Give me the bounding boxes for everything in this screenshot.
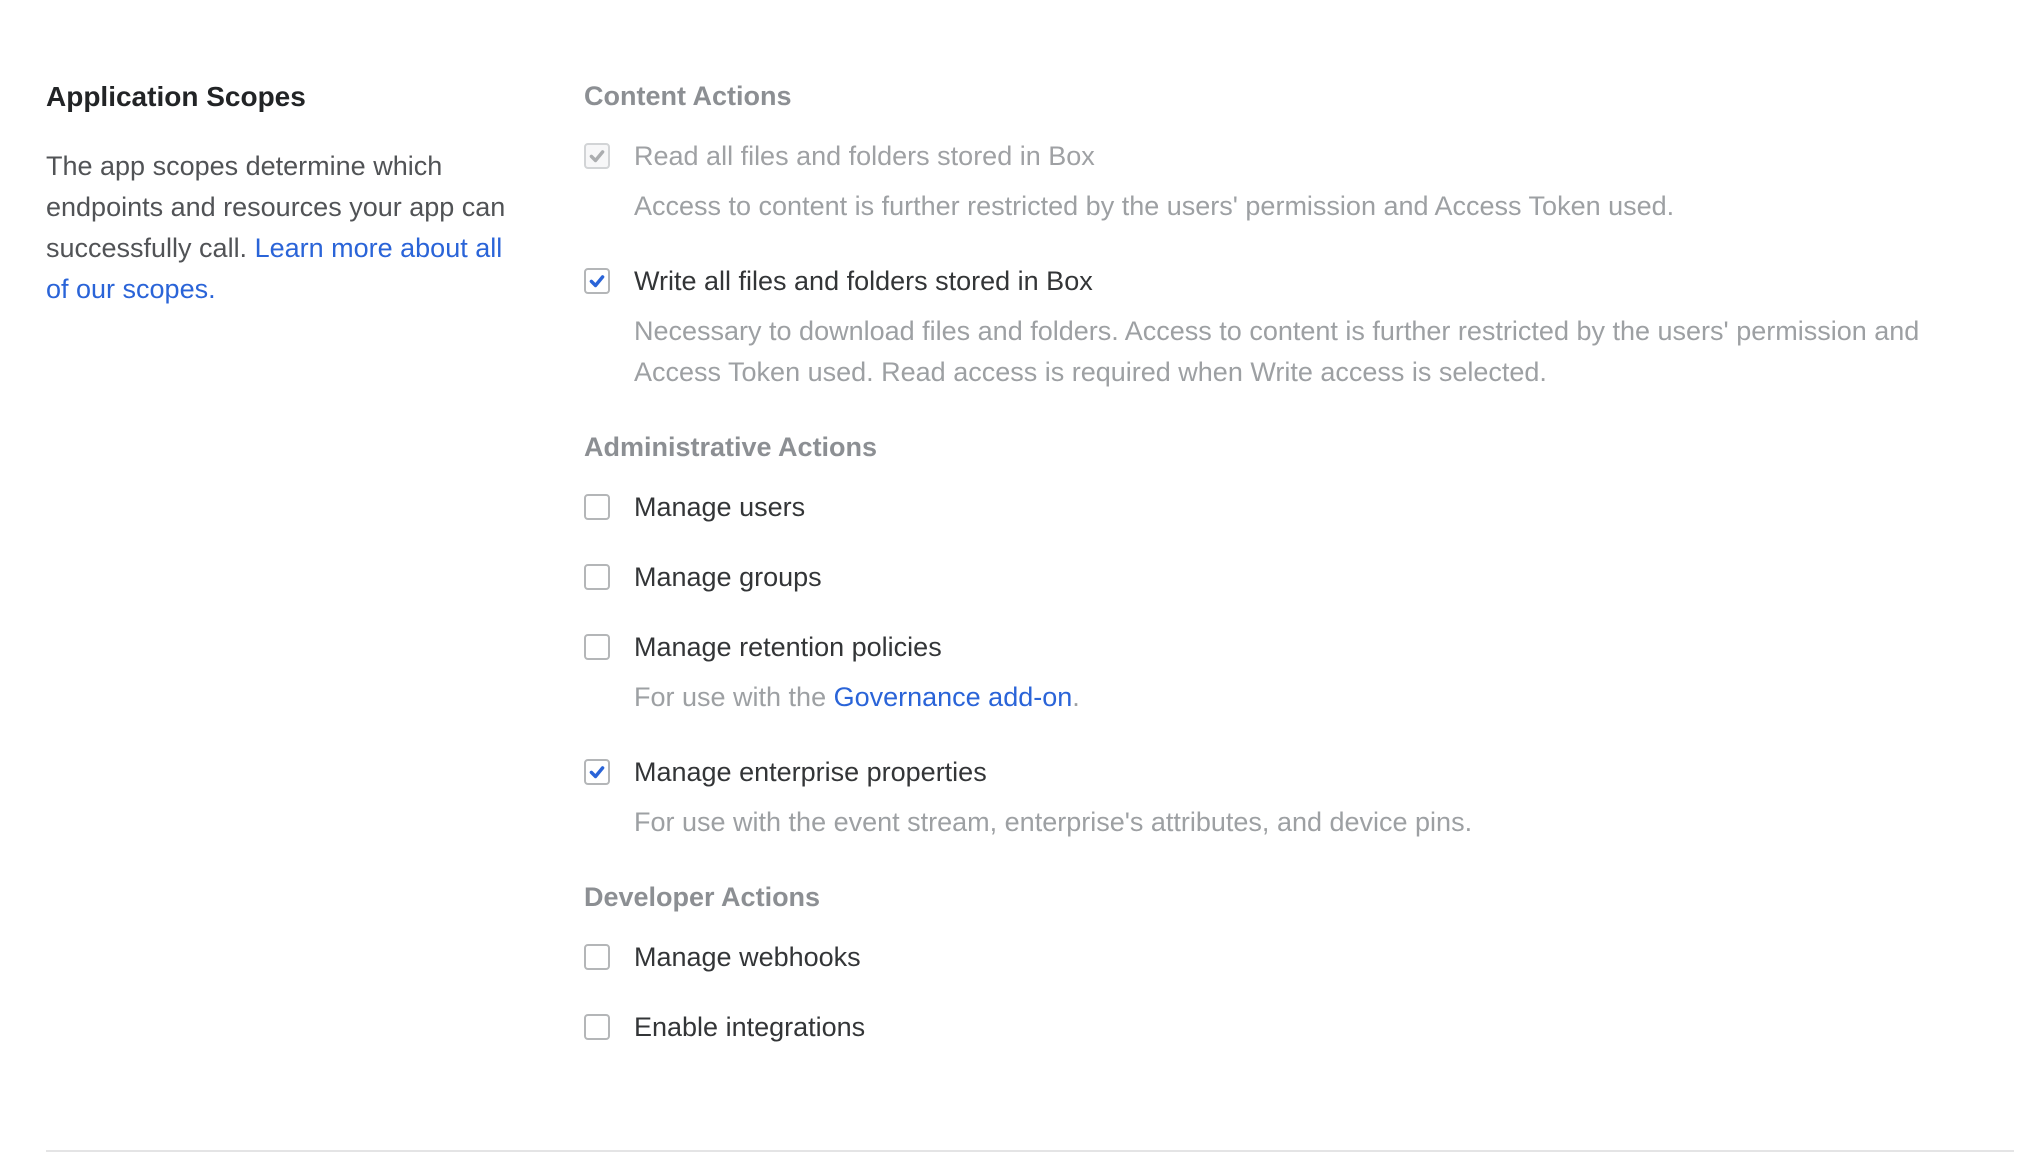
scope-row (584, 140, 1994, 172)
checkbox-manage-users[interactable] (584, 494, 610, 520)
description-text: . (1072, 682, 1080, 712)
scope-label: Manage users (634, 492, 806, 522)
scope-label: Enable integrations (634, 1012, 866, 1042)
scopes-intro-panel (46, 80, 524, 310)
scope-label: Manage retention policies (634, 632, 942, 662)
checkbox-enable-integrations[interactable] (584, 1014, 610, 1040)
page-description (46, 146, 524, 310)
scope-item-enable-integrations (584, 1011, 1994, 1043)
checkbox-manage-enterprise-properties[interactable] (584, 759, 610, 785)
check-icon (588, 763, 606, 781)
scope-label: Write all files and folders stored in Box (634, 266, 1093, 296)
scope-item-manage-groups (584, 561, 1994, 593)
page-title: Application Scopes (46, 81, 306, 112)
bottom-divider (46, 1150, 2014, 1152)
scope-item-manage-enterprise-properties (584, 756, 1994, 843)
section-title: Administrative Actions (584, 432, 878, 462)
scope-row (584, 631, 1994, 663)
scope-item-manage-webhooks (584, 941, 1994, 973)
checkbox-read-all-files (584, 143, 610, 169)
scope-item-read-all (584, 140, 1994, 227)
scope-description (634, 677, 1979, 718)
check-icon (588, 272, 606, 290)
section-developer-actions (584, 881, 1994, 1043)
checkbox-write-all-files[interactable] (584, 268, 610, 294)
scope-item-manage-retention-policies (584, 631, 1994, 718)
scope-label: Manage groups (634, 562, 822, 592)
section-administrative-actions (584, 431, 1994, 843)
description-text: For use with the (634, 682, 834, 712)
scope-row (584, 941, 1994, 973)
scope-row (584, 1011, 1994, 1043)
section-content-actions (584, 80, 1994, 393)
checkbox-manage-webhooks[interactable] (584, 944, 610, 970)
scope-row (584, 756, 1994, 788)
scope-row (584, 561, 1994, 593)
section-title: Content Actions (584, 81, 792, 111)
scope-row (584, 491, 1994, 523)
scope-label: Manage webhooks (634, 942, 861, 972)
checkbox-manage-retention-policies[interactable] (584, 634, 610, 660)
scope-row (584, 265, 1994, 297)
governance-addon-link[interactable]: Governance add-on (833, 682, 1073, 712)
checkbox-manage-groups[interactable] (584, 564, 610, 590)
section-title: Developer Actions (584, 882, 821, 912)
scope-description: Necessary to download files and folders. Access to content is further restricted by the users' permission and Access Token used. Read access is required when Write access is selected. (634, 316, 1920, 387)
learn-more-link[interactable]: Learn more about all of our scopes. (46, 233, 503, 304)
page-description-text: The app scopes determine which endpoints and resources your app can successfully call. (46, 151, 506, 263)
scope-label: Manage enterprise properties (634, 757, 987, 787)
scope-label: Read all files and folders stored in Box (634, 141, 1095, 171)
scope-description: For use with the event stream, enterprise's attributes, and device pins. (634, 807, 1473, 837)
scope-description: Access to content is further restricted by the users' permission and Access Token used. (634, 191, 1675, 221)
scopes-form (584, 80, 1994, 1081)
scope-item-write-all (584, 265, 1994, 393)
scope-item-manage-users (584, 491, 1994, 523)
check-icon (588, 147, 606, 165)
